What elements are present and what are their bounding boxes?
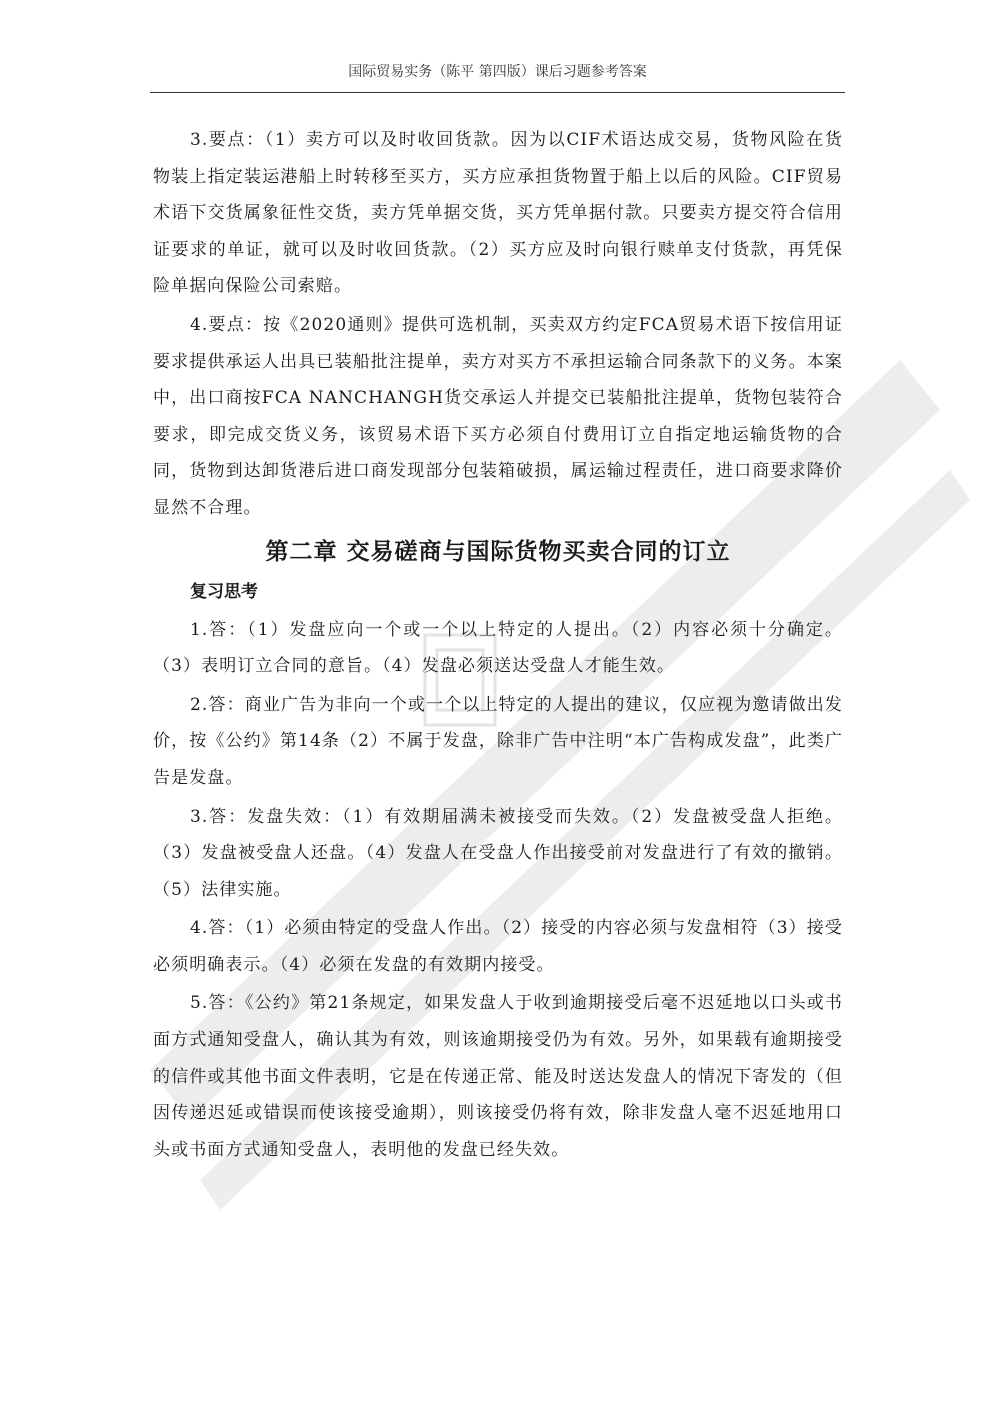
answer-paragraph: 1.答：（1）发盘应向一个或一个以上特定的人提出。（2）内容必须十分确定。（3）表明订立合同的意旨。（4）发盘必须送达受盘人才能生效。 [153, 619, 843, 677]
header-title: 国际贸易实务（陈平 第四版）课后习题参考答案 [348, 64, 647, 80]
section-title: 复习思考 [190, 581, 258, 602]
chapter-title: 第二章 交易磋商与国际货物买卖合同的订立 [265, 538, 731, 565]
answer-paragraph: 2.答：商业广告为非向一个或一个以上特定的人提出的建议，仅应视为邀请做出发价，按《公约》第14条（2）不属于发盘，除非广告中注明“本广告构成发盘”，此类广告是发盘。 [153, 694, 843, 788]
page-content [153, 122, 843, 1170]
answer-paragraph: 3.答：发盘失效：（1）有效期届满未被接受而失效。（2）发盘被受盘人拒绝。（3）发盘被受盘人还盘。（4）发盘人在受盘人作出接受前对发盘进行了有效的撤销。（5）法律实施。 [153, 806, 843, 900]
answer-paragraph: 3.要点：（1）卖方可以及时收回货款。因为以CIF术语达成交易，货物风险在货物装上指定装运港船上时转移至买方，买方应承担货物置于船上以后的风险。CIF贸易术语下交货属象征性交货，卖方凭单据交货，买方凭单据付款。只要卖方提交符合信用证要求的单证，就可以及时收回货款。（2）买方应及时向银行赎单支付货款，再凭保险单据向保险公司索赔。 [153, 130, 843, 297]
answer-paragraph: 4.要点：按《2020通则》提供可选机制，买卖双方约定FCA贸易术语下按信用证要求提供承运人出具已装船批注提单，卖方对买方不承担运输合同条款下的义务。本案中，出口商按FCA NANCHANGH货交承运人并提交已装船批注提单，货物包装符合要求，即完成交货义务，该贸易术语下买方必须自付费用订立自指定地运输货物的合同，货物到达卸货港后进口商发现部分包装箱破损，属运输过程责任，进口商要求降价显然不合理。 [153, 314, 843, 518]
answer-paragraph: 5.答：《公约》第21条规定，如果发盘人于收到逾期接受后毫不迟延地以口头或书面方式通知受盘人，确认其为有效，则该逾期接受仍为有效。另外，如果载有逾期接受的信件或其他书面文件表明，它是在传递正常、能及时送达发盘人的情况下寄发的（但因传递迟延或错误而使该接受逾期），则该接受仍将有效，除非发盘人毫不迟延地用口头或书面方式通知受盘人，表明他的发盘已经失效。 [153, 993, 843, 1160]
answer-paragraph: 4.答：（1）必须由特定的受盘人作出。（2）接受的内容必须与发盘相符（3）接受必须明确表示。（4）必须在发盘的有效期内接受。 [153, 918, 843, 975]
running-header [150, 58, 845, 93]
